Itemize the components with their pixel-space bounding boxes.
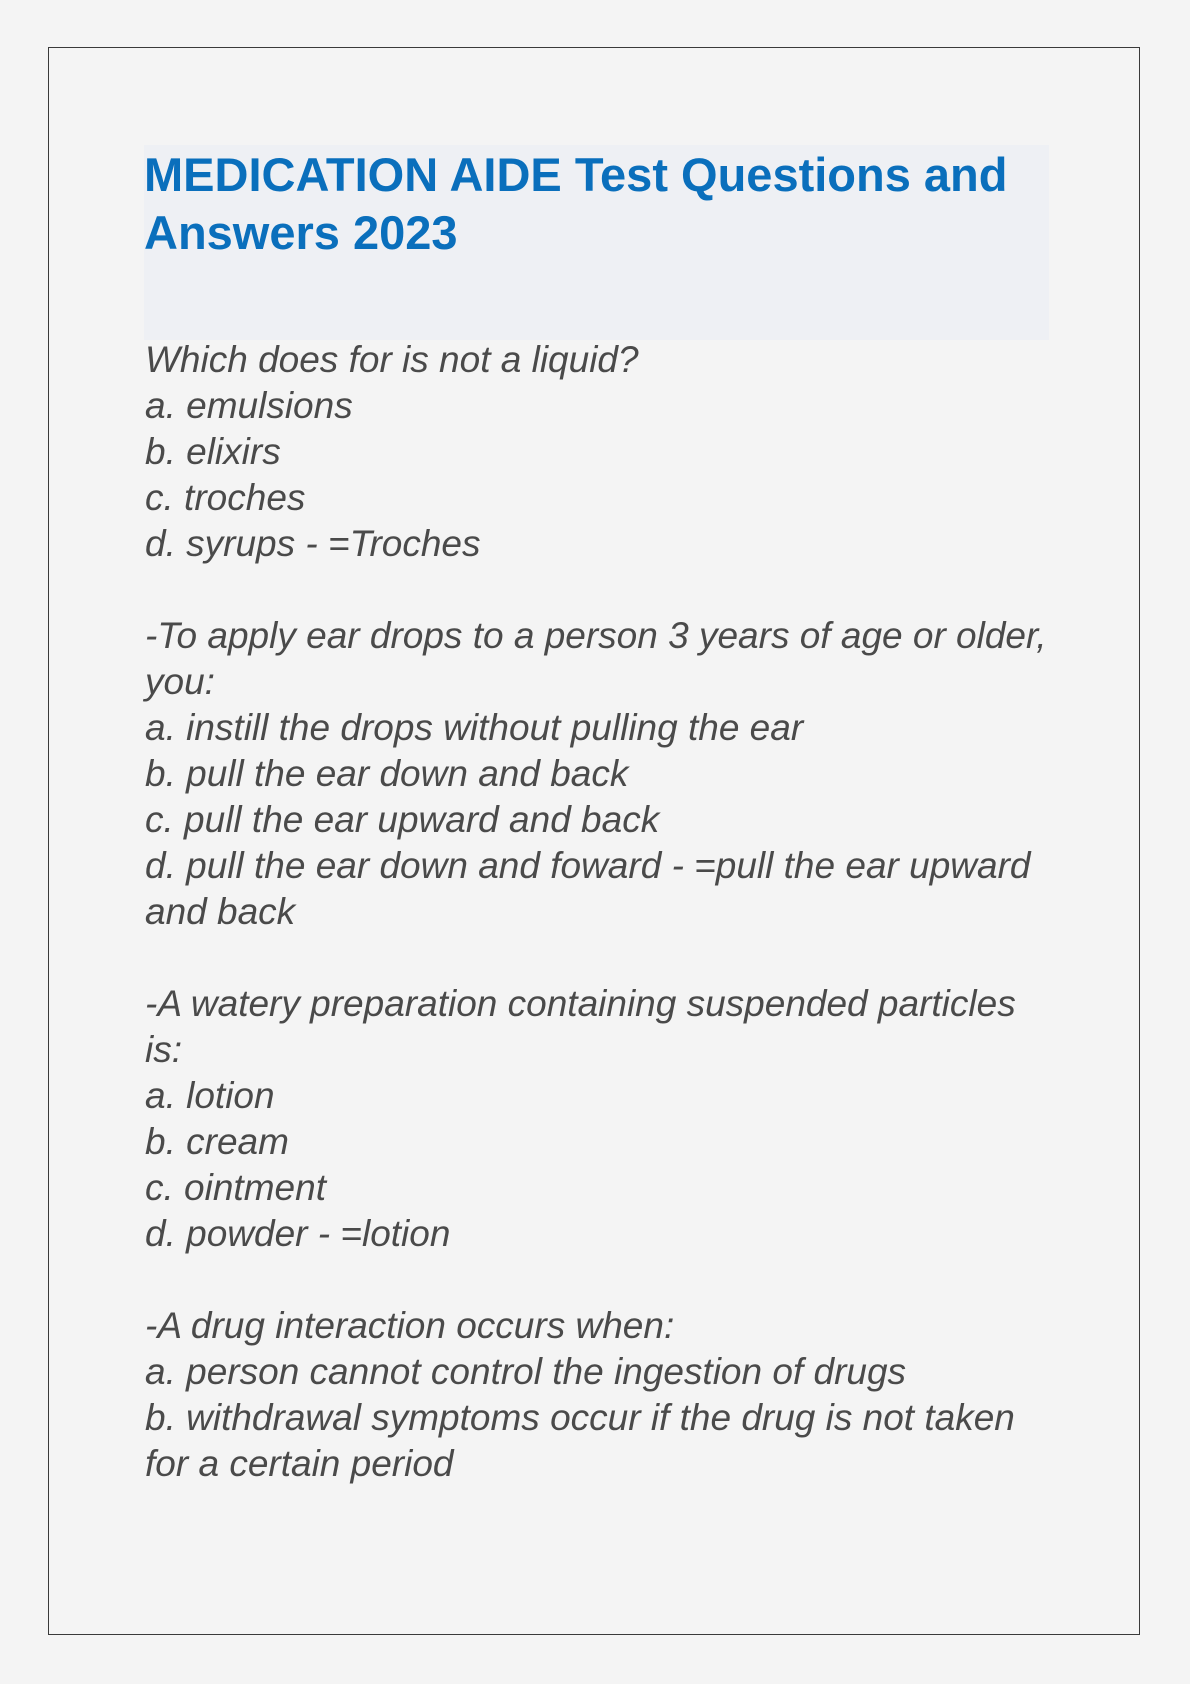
answer-option: c. ointment — [145, 1167, 326, 1208]
question-text: -A drug interaction occurs when: — [145, 1305, 675, 1346]
answer-option: c. pull the ear upward and back — [145, 799, 660, 840]
answer-option-with-answer: d. pull the ear down and foward - =pull the ear upward and back — [145, 845, 1041, 932]
question-text: -To apply ear drops to a person 3 years of age or older, you: — [145, 615, 1057, 702]
question-text: Which does for is not a liquid? — [145, 339, 639, 380]
question-text: -A watery preparation containing suspended particles is: — [145, 983, 1026, 1070]
answer-option-with-answer: d. powder - =lotion — [145, 1213, 451, 1254]
document-title: MEDICATION AIDE Test Questions and Answers 2023 — [144, 148, 1008, 259]
answer-option: b. pull the ear down and back — [145, 753, 629, 794]
answer-option: a. lotion — [145, 1075, 275, 1116]
answer-option: a. instill the drops without pulling the ear — [145, 707, 804, 748]
question-2 — [145, 613, 1057, 935]
question-list — [145, 337, 1057, 1533]
question-1 — [145, 337, 1050, 567]
answer-option: c. troches — [145, 477, 306, 518]
answer-option: a. emulsions — [145, 385, 353, 426]
answer-option: b. withdrawal symptoms occur if the drug is not taken for a certain period — [145, 1397, 1026, 1484]
question-3 — [145, 981, 1050, 1257]
answer-option: b. cream — [145, 1121, 289, 1162]
answer-option: a. person cannot control the ingestion of drugs — [145, 1351, 907, 1392]
answer-option-with-answer: d. syrups - =Troches — [145, 523, 481, 564]
question-4 — [145, 1303, 1050, 1487]
answer-option: b. elixirs — [145, 431, 281, 472]
